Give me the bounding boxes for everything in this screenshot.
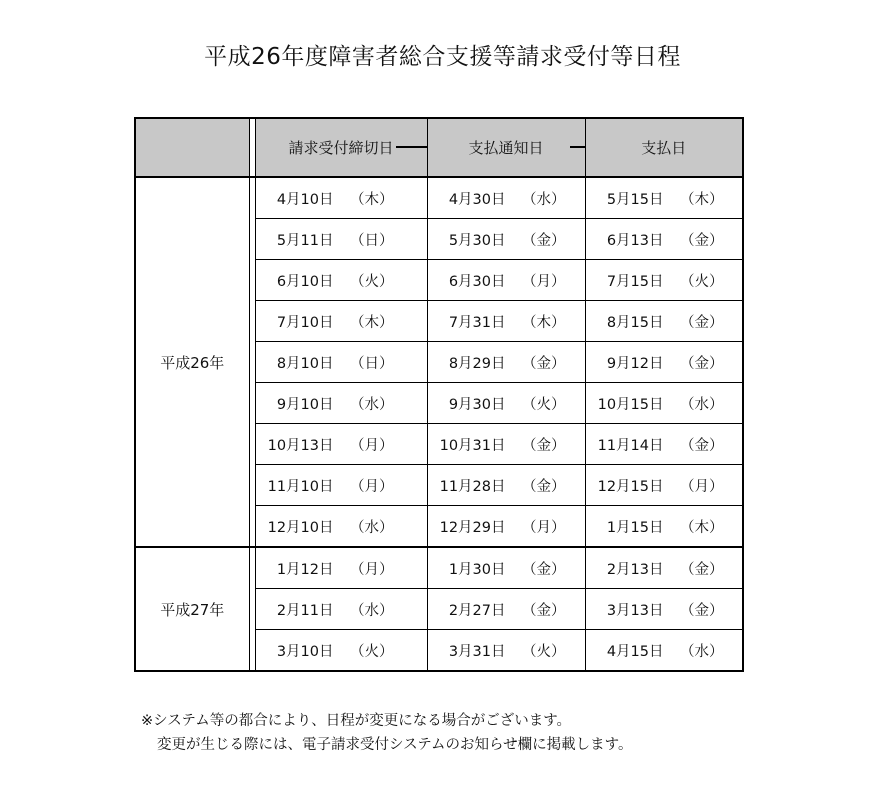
date-text: 4月15日 [606, 643, 664, 660]
weekday-text: （金） [522, 478, 566, 495]
header-deadline [255, 118, 427, 177]
deadline-cell [255, 547, 427, 589]
table-row [135, 177, 743, 219]
notice-cell [427, 342, 585, 383]
date-text: 7月10日 [276, 314, 334, 331]
date-text: 12月10日 [267, 519, 334, 536]
weekday-text: （金） [680, 232, 724, 249]
date-text: 12月15日 [597, 478, 664, 495]
weekday-text: （月） [680, 478, 724, 495]
weekday-text: （金） [680, 561, 724, 578]
deadline-cell [255, 177, 427, 219]
payment-cell [585, 424, 743, 465]
weekday-text: （木） [680, 519, 724, 536]
notice-cell [427, 424, 585, 465]
weekday-text: （金） [680, 437, 724, 454]
weekday-text: （月） [522, 273, 566, 290]
date-text: 3月10日 [276, 643, 334, 660]
year-label: 平成26年 [135, 177, 249, 547]
weekday-text: （月） [522, 519, 566, 536]
date-text: 3月13日 [606, 602, 664, 619]
date-text: 5月15日 [606, 191, 664, 208]
weekday-text: （木） [350, 191, 394, 208]
notice-cell [427, 465, 585, 506]
deadline-cell [255, 506, 427, 548]
note-block [141, 709, 632, 757]
notice-cell [427, 547, 585, 589]
date-text: 11月28日 [439, 478, 506, 495]
notice-cell [427, 219, 585, 260]
date-text: 12月29日 [439, 519, 506, 536]
table-row [135, 547, 743, 589]
weekday-text: （木） [350, 314, 394, 331]
year-label: 平成27年 [135, 547, 249, 671]
date-text: 7月31日 [448, 314, 506, 331]
notice-cell [427, 260, 585, 301]
payment-cell [585, 219, 743, 260]
date-text: 7月15日 [606, 273, 664, 290]
deadline-cell [255, 465, 427, 506]
weekday-text: （日） [350, 355, 394, 372]
date-text: 10月13日 [267, 437, 334, 454]
notice-cell [427, 301, 585, 342]
weekday-text: （金） [680, 314, 724, 331]
deadline-cell [255, 424, 427, 465]
date-text: 6月30日 [448, 273, 506, 290]
weekday-text: （金） [522, 355, 566, 372]
date-text: 10月15日 [597, 396, 664, 413]
weekday-text: （火） [522, 396, 566, 413]
schedule-table [134, 117, 744, 672]
weekday-text: （火） [680, 273, 724, 290]
header-notice-label: 支払通知日 [468, 139, 544, 157]
payment-cell [585, 547, 743, 589]
date-text: 6月10日 [276, 273, 334, 290]
note-line-1: ※システム等の都合により、日程が変更になる場合がございます。 [141, 713, 572, 729]
date-text: 2月13日 [606, 561, 664, 578]
date-text: 1月12日 [276, 561, 334, 578]
weekday-text: （金） [522, 602, 566, 619]
deadline-cell [255, 589, 427, 630]
weekday-text: （金） [522, 437, 566, 454]
date-text: 9月10日 [276, 396, 334, 413]
payment-cell [585, 630, 743, 672]
payment-cell [585, 465, 743, 506]
deadline-cell [255, 342, 427, 383]
header-corner [135, 118, 249, 177]
weekday-text: （火） [350, 643, 394, 660]
weekday-text: （木） [680, 191, 724, 208]
date-text: 8月29日 [448, 355, 506, 372]
weekday-text: （日） [350, 232, 394, 249]
date-text: 8月15日 [606, 314, 664, 331]
date-text: 4月30日 [448, 191, 506, 208]
weekday-text: （金） [522, 561, 566, 578]
weekday-text: （月） [350, 437, 394, 454]
weekday-text: （月） [350, 478, 394, 495]
weekday-text: （水） [680, 643, 724, 660]
notice-cell [427, 383, 585, 424]
date-text: 8月10日 [276, 355, 334, 372]
notice-cell [427, 630, 585, 672]
notice-cell [427, 177, 585, 219]
deadline-cell [255, 260, 427, 301]
weekday-text: （水） [350, 396, 394, 413]
weekday-text: （水） [350, 602, 394, 619]
weekday-text: （火） [522, 643, 566, 660]
deadline-cell [255, 219, 427, 260]
payment-cell [585, 589, 743, 630]
weekday-text: （水） [680, 396, 724, 413]
deadline-cell [255, 301, 427, 342]
weekday-text: （月） [350, 561, 394, 578]
date-text: 10月31日 [439, 437, 506, 454]
weekday-text: （水） [350, 519, 394, 536]
weekday-text: （金） [680, 355, 724, 372]
date-text: 2月11日 [276, 602, 334, 619]
weekday-text: （水） [522, 191, 566, 208]
notice-cell [427, 589, 585, 630]
date-text: 1月15日 [606, 519, 664, 536]
weekday-text: （金） [680, 602, 724, 619]
date-text: 11月14日 [597, 437, 664, 454]
date-text: 5月11日 [276, 232, 334, 249]
payment-cell [585, 342, 743, 383]
note-line-2: 変更が生じる際には、電子請求受付システムのお知らせ欄に掲載します。 [157, 737, 633, 753]
date-text: 2月27日 [448, 602, 506, 619]
payment-cell [585, 383, 743, 424]
weekday-text: （火） [350, 273, 394, 290]
date-text: 4月10日 [276, 191, 334, 208]
date-text: 11月10日 [267, 478, 334, 495]
payment-cell [585, 177, 743, 219]
date-text: 9月12日 [606, 355, 664, 372]
date-text: 1月30日 [448, 561, 506, 578]
notice-cell [427, 506, 585, 548]
header-row [135, 118, 743, 177]
weekday-text: （木） [522, 314, 566, 331]
page-title: 平成26年度障害者総合支援等請求受付等日程 [204, 44, 681, 70]
payment-cell [585, 506, 743, 548]
date-text: 3月31日 [448, 643, 506, 660]
payment-cell [585, 301, 743, 342]
deadline-cell [255, 383, 427, 424]
header-notice [427, 118, 585, 177]
date-text: 6月13日 [606, 232, 664, 249]
header-payment-label: 支払日 [641, 139, 687, 157]
weekday-text: （金） [522, 232, 566, 249]
payment-cell [585, 260, 743, 301]
header-deadline-label: 請求受付締切日 [288, 139, 394, 157]
header-payment [585, 118, 743, 177]
date-text: 5月30日 [448, 232, 506, 249]
deadline-cell [255, 630, 427, 672]
date-text: 9月30日 [448, 396, 506, 413]
